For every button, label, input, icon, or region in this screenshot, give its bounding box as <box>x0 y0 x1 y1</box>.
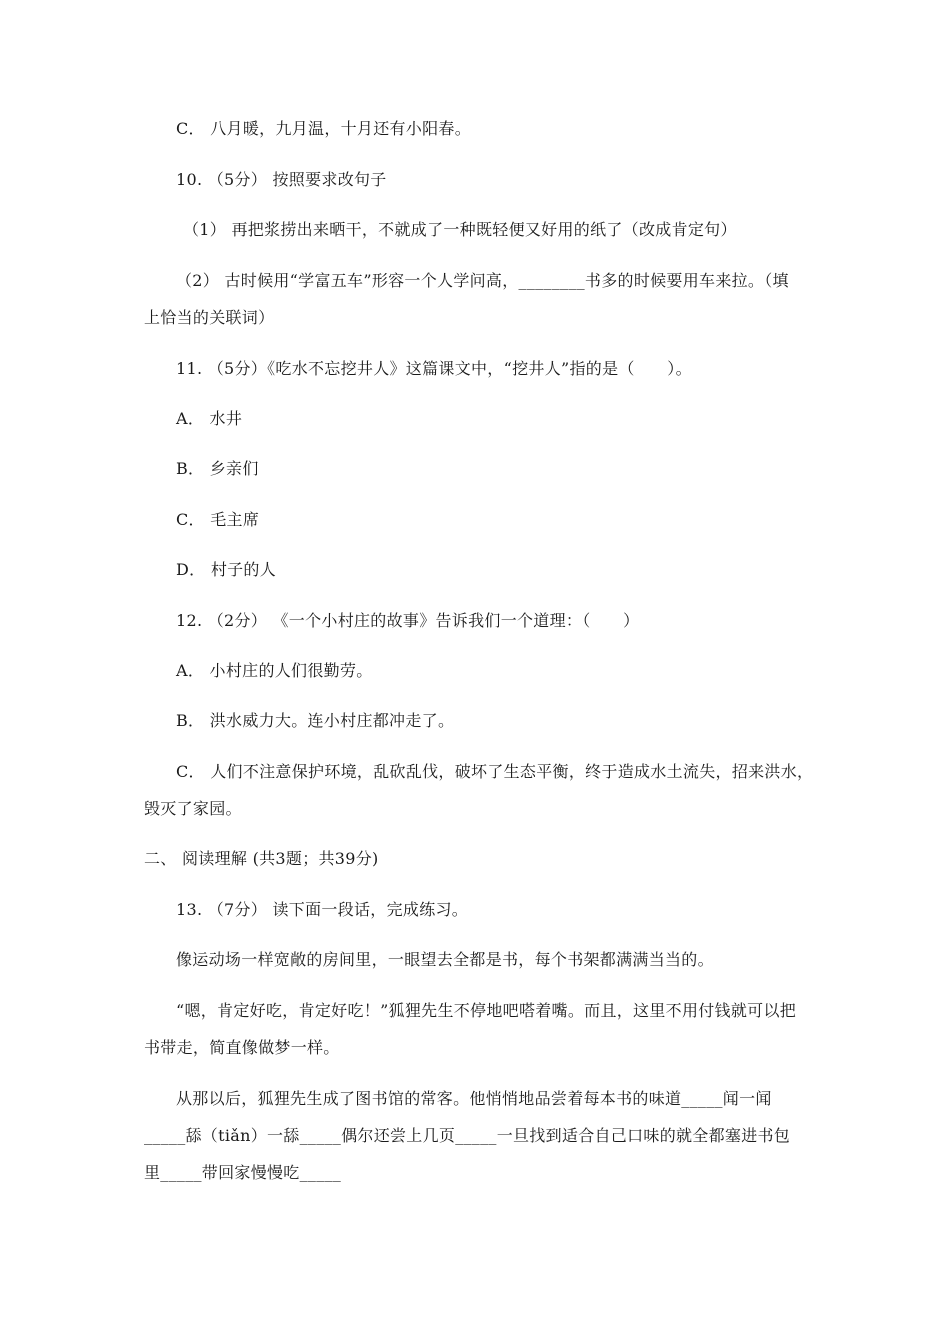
q9-option-c: C． 八月暖，九月温，十月还有小阳春。 <box>176 119 472 138</box>
q12-option-c-line1: C． 人们不注意保护环境，乱砍乱伐，破坏了生态平衡，终于造成水土流失，招来洪水， <box>176 762 814 781</box>
passage-para3-line1: 从那以后，狐狸先生成了图书馆的常客。他悄悄地品尝着每本书的味道_____闻一闻 <box>176 1089 772 1108</box>
q13-title: 13. （7分） 读下面一段话，完成练习。 <box>176 900 469 919</box>
section-2-heading: 二、 阅读理解 (共3题；共39分) <box>144 849 379 868</box>
q11-title: 11. （5分）《吃水不忘挖井人》这篇课文中，“挖井人”指的是（ ）。 <box>176 359 692 378</box>
passage-para3-line2: _____舔（tiǎn）一舔_____偶尔还尝上几页_____一旦找到适合自己口味的就全都塞进书包 <box>144 1126 791 1145</box>
q12-option-a: A． 小村庄的人们很勤劳。 <box>176 661 373 680</box>
q10-title: 10. （5分） 按照要求改句子 <box>176 170 387 189</box>
q11-option-d: D． 村子的人 <box>176 560 277 579</box>
q10-part1: （1） 再把浆捞出来晒干，不就成了一种既轻便又好用的纸了（改成肯定句） <box>183 220 737 239</box>
q12-option-b: B． 洪水威力大。连小村庄都冲走了。 <box>176 711 455 730</box>
q12-option-c-line2: 毁灭了家园。 <box>144 799 242 818</box>
q11-option-a: A． 水井 <box>176 409 243 428</box>
passage-para2-line2: 书带走，简直像做梦一样。 <box>144 1038 340 1057</box>
q10-part2-line1: （2） 古时候用“学富五车”形容一个人学问高，________书多的时候要用车来拉。（填 <box>176 271 789 290</box>
q10-part2-line2: 上恰当的关联词） <box>144 308 275 327</box>
passage-para1: 像运动场一样宽敞的房间里，一眼望去全都是书，每个书架都满满当当的。 <box>176 950 714 969</box>
passage-para2-line1: “嗯，肯定好吃，肯定好吃！”狐狸先生不停地吧嗒着嘴。而且，这里不用付钱就可以把 <box>176 1001 797 1020</box>
q11-option-b: B． 乡亲们 <box>176 459 259 478</box>
q12-title: 12. （2分） 《一个小村庄的故事》告诉我们一个道理：（ ） <box>176 611 640 630</box>
passage-para3-line3: 里_____带回家慢慢吃_____ <box>144 1163 342 1182</box>
q11-option-c: C． 毛主席 <box>176 510 260 529</box>
